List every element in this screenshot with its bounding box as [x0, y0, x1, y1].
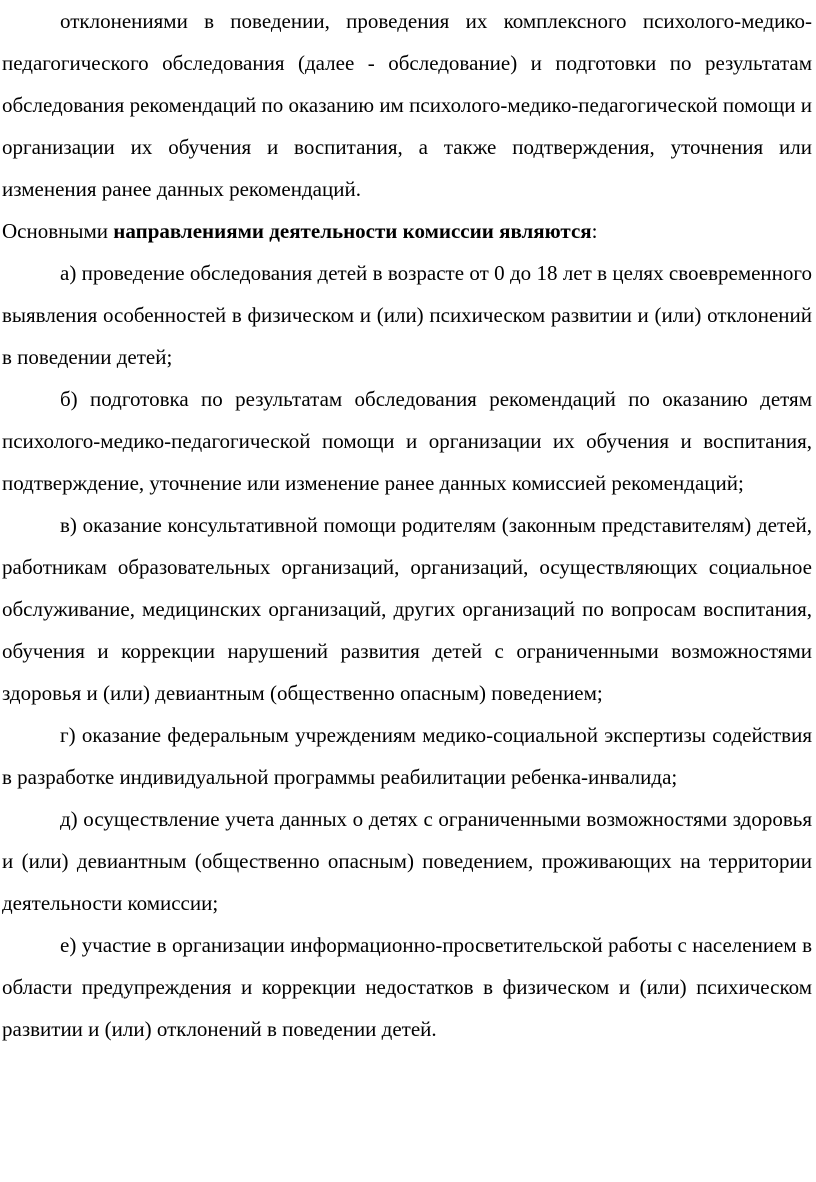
- main-directions-lead: Основными: [2, 219, 114, 243]
- list-item-e: е) участие в организации информационно-просветительской работы с населением в области предупреждения и коррекции недостатков в физическом и (или) психическом развитии и (или) отклонений в поведении детей.: [2, 933, 812, 1041]
- list-item-a: а) проведение обследования детей в возрасте от 0 до 18 лет в целях своевременного выявления особенностей в физическом и (или) психическом развитии и (или) отклонений в поведении детей;: [2, 261, 812, 369]
- intro-continuation-paragraph: отклонениями в поведении, проведения их комплексного психолого-медико-педагогического обследования (далее - обследование) и подготовки по результатам обследования рекомендаций по оказанию им психолого-медико-педагогической помощи и организации их обучения и воспитания, а также подтверждения, уточнения или изменения ранее данных рекомендаций.: [2, 9, 812, 201]
- list-item-b: б) подготовка по результатам обследования рекомендаций по оказанию детям психолого-медико-педагогической помощи и организации их обучения и воспитания, подтверждение, уточнение или изменение ранее данных комиссией рекомендаций;: [2, 387, 812, 495]
- list-item-g: г) оказание федеральным учреждениям медико-социальной экспертизы содействия в разработке индивидуальной программы реабилитации ребенка-инвалида;: [2, 723, 812, 789]
- main-directions-bold: направлениями деятельности комиссии являются: [113, 219, 592, 243]
- list-item-v: в) оказание консультативной помощи родителям (законным представителям) детей, работникам образовательных организаций, организаций, осуществляющих социальное обслуживание, медицинских организаций, других организаций по вопросам воспитания, обучения и коррекции нарушений развития детей с ограниченными возможностями здоровья и (или) девиантным (общественно опасным) поведением;: [2, 513, 812, 705]
- main-directions-heading: [2, 210, 812, 252]
- list-item-d: д) осуществление учета данных о детях с ограниченными возможностями здоровья и (или) девиантным (общественно опасным) поведением, проживающих на территории деятельности комиссии;: [2, 807, 812, 915]
- main-directions-tail: :: [591, 219, 598, 243]
